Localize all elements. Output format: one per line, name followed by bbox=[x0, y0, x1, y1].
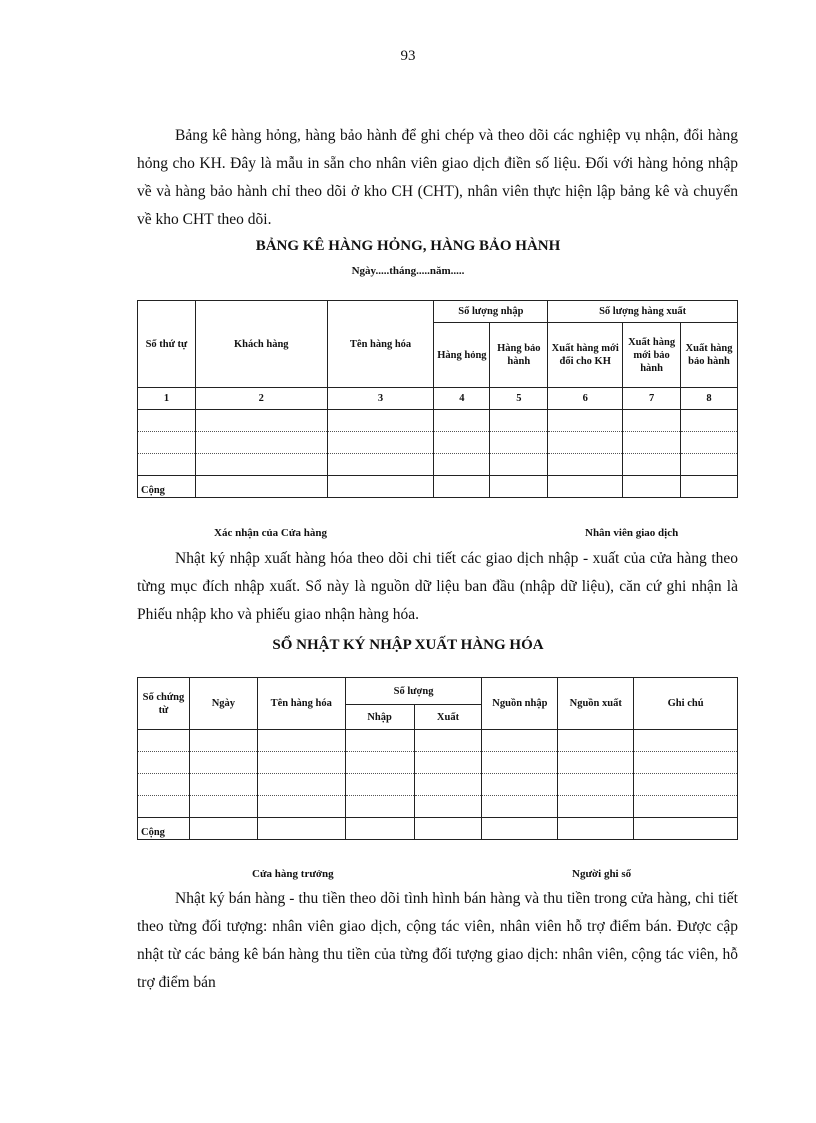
header-customer: Khách hàng bbox=[195, 301, 327, 388]
warranty-table bbox=[137, 300, 738, 498]
col-number: 5 bbox=[490, 388, 548, 410]
header-in: Nhập bbox=[345, 705, 414, 730]
header-qty: Số lượng bbox=[345, 678, 482, 705]
table-row bbox=[138, 796, 738, 818]
header-damaged: Hàng hỏng bbox=[434, 323, 490, 388]
col-number: 3 bbox=[327, 388, 434, 410]
header-product: Tên hàng hóa bbox=[327, 301, 434, 388]
paragraph-text: Bảng kê hàng hỏng, hàng bảo hành để ghi chép và theo dõi các nghiệp vụ nhận, đổi hàng hỏng cho KH. Đây là mẫu in sẵn cho nhân viên giao dịch điền số liệu. Đối với hàng hỏng nhập về và hàng bảo hành chỉ theo dõi ở kho CH (CHT), nhân viên thực hiện lập bảng kê và chuyển về kho CHT theo dõi. bbox=[137, 127, 738, 228]
header-out-new-warranty: Xuất hàng mới bảo hành bbox=[623, 323, 681, 388]
table-row bbox=[138, 730, 738, 752]
paragraph-import-export-intro bbox=[137, 545, 738, 629]
table1-sign-left: Xác nhận của Cửa hàng bbox=[214, 527, 327, 539]
paragraph-warranty-intro bbox=[137, 122, 738, 234]
table1-title: BẢNG KÊ HÀNG HỎNG, HÀNG BẢO HÀNH bbox=[255, 238, 561, 254]
table2-title: SỔ NHẬT KÝ NHẬP XUẤT HÀNG HÓA bbox=[272, 637, 544, 653]
header-warranty: Hàng bảo hành bbox=[490, 323, 548, 388]
table-row bbox=[138, 410, 738, 432]
col-number: 2 bbox=[195, 388, 327, 410]
import-export-journal-table bbox=[137, 677, 738, 840]
header-out-new: Xuất hàng mới đổi cho KH bbox=[548, 323, 623, 388]
col-number: 4 bbox=[434, 388, 490, 410]
table2-sign-right: Người ghi sổ bbox=[572, 868, 632, 880]
header-doc-no: Số chứng từ bbox=[138, 678, 190, 730]
table1-date-line: Ngày.....tháng.....năm..... bbox=[351, 265, 465, 277]
total-row bbox=[138, 476, 738, 498]
col-number: 6 bbox=[548, 388, 623, 410]
col-number: 8 bbox=[681, 388, 738, 410]
header-date: Ngày bbox=[189, 678, 257, 730]
table-row bbox=[138, 774, 738, 796]
header-qty-out: Số lượng hàng xuất bbox=[548, 301, 738, 323]
paragraph-text: Nhật ký bán hàng - thu tiền theo dõi tình hình bán hàng và thu tiền trong cửa hàng, chi tiết theo từng đối tượng: nhân viên giao dịch, cộng tác viên, nhân viên hỗ trợ điểm bán. Được cập nhật từ các bảng kê bán hàng thu tiền của từng đối tượng giao dịch: nhân viên, cộng tác viên, hỗ trợ điểm bán bbox=[137, 890, 738, 991]
header-out: Xuất bbox=[414, 705, 482, 730]
total-row bbox=[138, 818, 738, 840]
header-stt: Số thứ tự bbox=[138, 301, 196, 388]
paragraph-sales-journal-intro bbox=[137, 885, 738, 997]
col-number: 1 bbox=[138, 388, 196, 410]
header-qty-in: Số lượng nhập bbox=[434, 301, 548, 323]
header-out-warranty: Xuất hàng bảo hành bbox=[681, 323, 738, 388]
paragraph-text: Nhật ký nhập xuất hàng hóa theo dõi chi tiết các giao dịch nhập - xuất của cửa hàng theo từng mục đích nhập xuất. Sổ này là nguồn dữ liệu ban đầu (nhập dữ liệu), căn cứ ghi nhận là Phiếu nhập kho và phiếu giao nhận hàng hóa. bbox=[137, 550, 738, 623]
page-number: 93 bbox=[400, 48, 416, 64]
table-row bbox=[138, 454, 738, 476]
table-row bbox=[138, 752, 738, 774]
header-note: Ghi chú bbox=[634, 678, 738, 730]
header-source-in: Nguồn nhập bbox=[482, 678, 558, 730]
table1-sign-right: Nhân viên giao dịch bbox=[585, 527, 679, 539]
column-number-row bbox=[138, 388, 738, 410]
total-label: Cộng bbox=[138, 818, 190, 840]
header-product: Tên hàng hóa bbox=[257, 678, 345, 730]
total-label: Cộng bbox=[138, 476, 196, 498]
col-number: 7 bbox=[623, 388, 681, 410]
table-row bbox=[138, 432, 738, 454]
header-source-out: Nguồn xuất bbox=[558, 678, 634, 730]
table2-sign-left: Cửa hàng trưởng bbox=[252, 868, 334, 880]
